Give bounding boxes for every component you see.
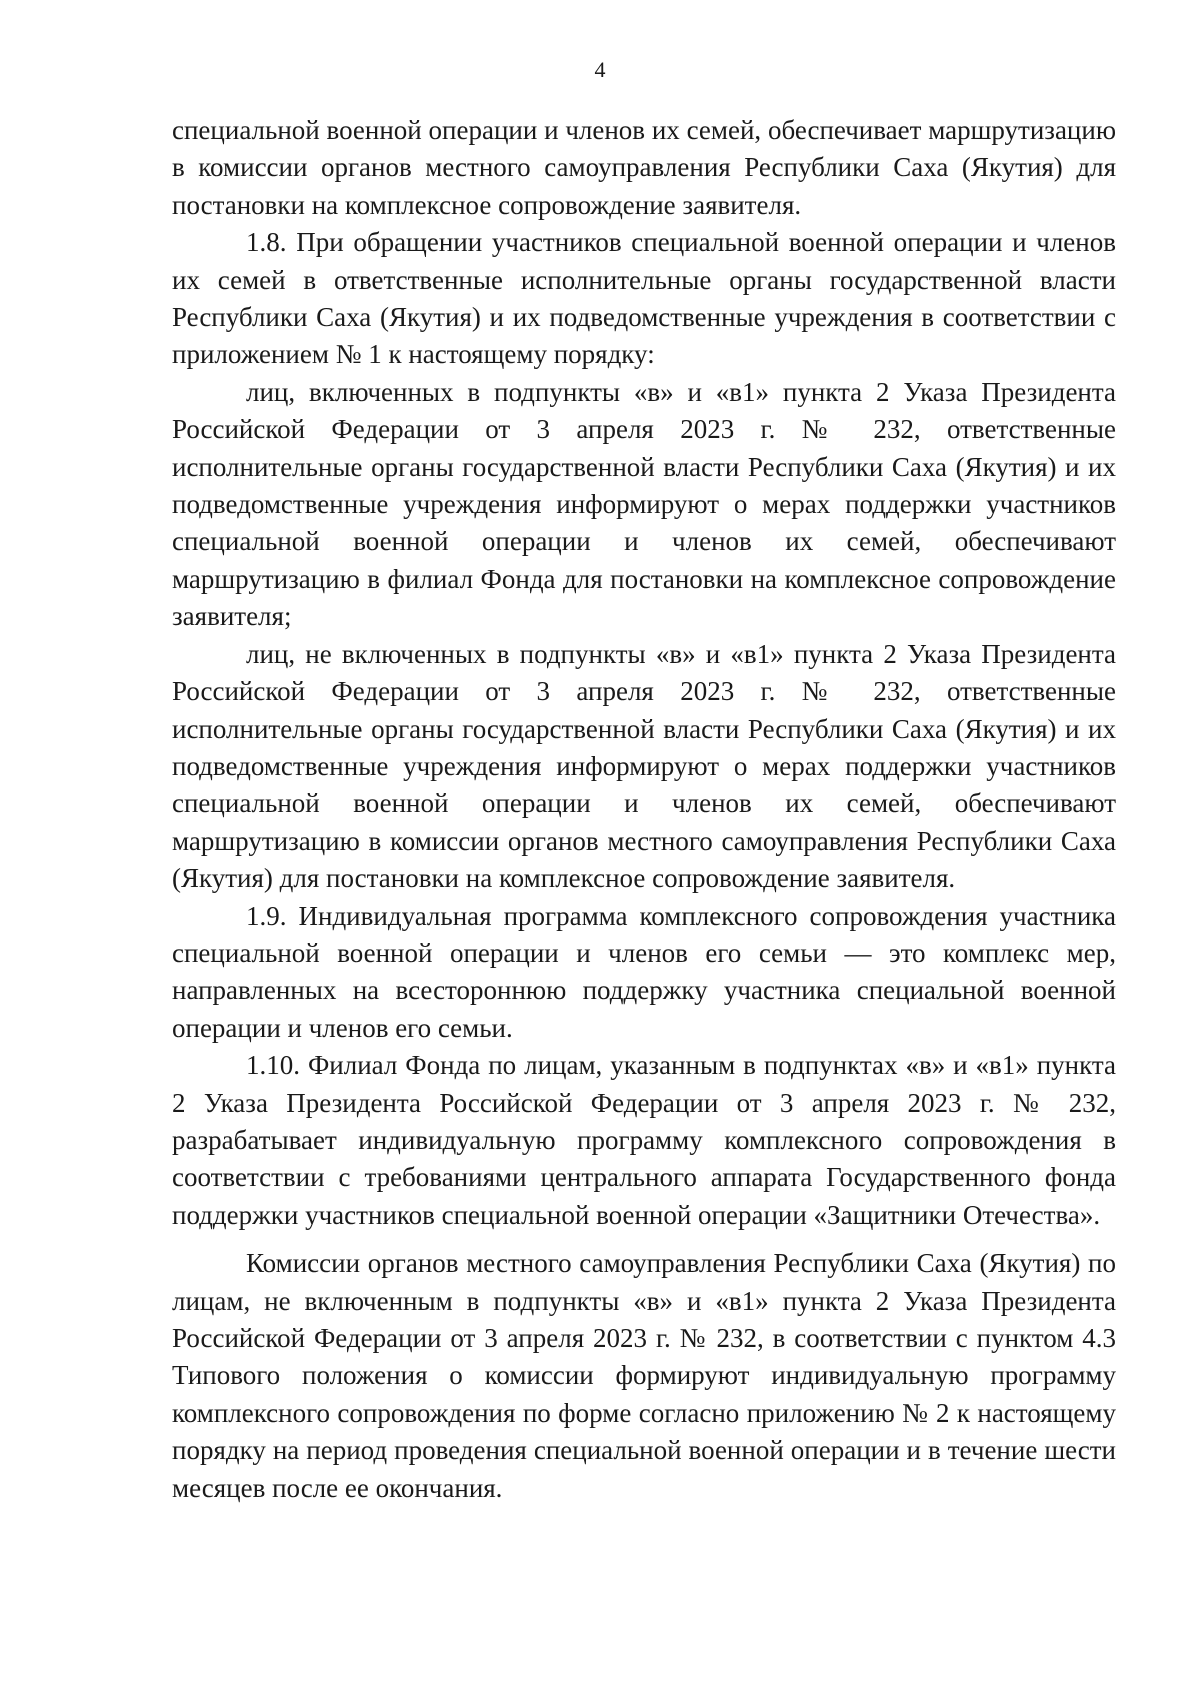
paragraph-1-9: 1.9. Индивидуальная программа комплексного сопровождения участника специальной военной операции и членов его семьи — это комплекс мер, направленных на всестороннюю поддержку участника специальной военной операции и членов его семьи. — [172, 900, 1116, 1043]
paragraph-1-10: 1.10. Филиал Фонда по лицам, указанным в подпунктах «в» и «в1» пункта 2 Указа Президента Российской Федерации от 3 апреля 2023 г. № 232, разрабатывает индивидуальную программу комплексного сопровождения в соответствии с требованиями центрального аппарата Государственного фонда поддержки участников специальной военной операции «Защитники Отечества». — [172, 1050, 1116, 1230]
paragraph-not-included-persons: лиц, не включенных в подпункты «в» и «в1» пункта 2 Указа Президента Российской Федерации от 3 апреля 2023 г. № 232, ответственные исполнительные органы государственной власти Республики Саха (Якутия) и их подведомственные учреждения информируют о мерах поддержки участников специальной военной операции и членов их семей, обеспечивают маршрутизацию в комиссии органов местного самоуправления Республики Саха (Якутия) для постановки на комплексное сопровождение заявителя. — [172, 638, 1116, 894]
paragraph-included-persons: лиц, включенных в подпункты «в» и «в1» пункта 2 Указа Президента Российской Федерации от 3 апреля 2023 г. № 232, ответственные исполнительные органы государственной власти Республики Саха (Якутия) и их подведомственные учреждения информируют о мерах поддержки участников специальной военной операции и членов их семей, обеспечивают маршрутизацию в филиал Фонда для постановки на комплексное сопровождение заявителя; — [172, 376, 1116, 632]
paragraph-continuation: специальной военной операции и членов их семей, обеспечивает маршрутизацию в комиссии органов местного самоуправления Республики Саха (Якутия) для постановки на комплексное сопровождение заявителя. — [172, 115, 1116, 220]
paragraph-1-8: 1.8. При обращении участников специальной военной операции и членов их семей в ответственные исполнительные органы государственной власти Республики Саха (Якутия) и их подведомственные учреждения в соответствии с приложением № 1 к настоящему порядку: — [172, 227, 1116, 370]
page-number: 4 — [594, 57, 606, 82]
paragraph-commissions: Комиссии органов местного самоуправления Республики Саха (Якутия) по лицам, не включенным в подпункты «в» и «в1» пункта 2 Указа Президента Российской Федерации от 3 апреля 2023 г. № 232, в соответствии с пунктом 4.3 Типового положения о комиссии формируют индивидуальную программу комплексного сопровождения по форме согласно приложению № 2 к настоящему порядку на период проведения специальной военной операции и в течение шести месяцев после ее окончания. — [172, 1248, 1116, 1503]
document-body — [172, 112, 1116, 1507]
